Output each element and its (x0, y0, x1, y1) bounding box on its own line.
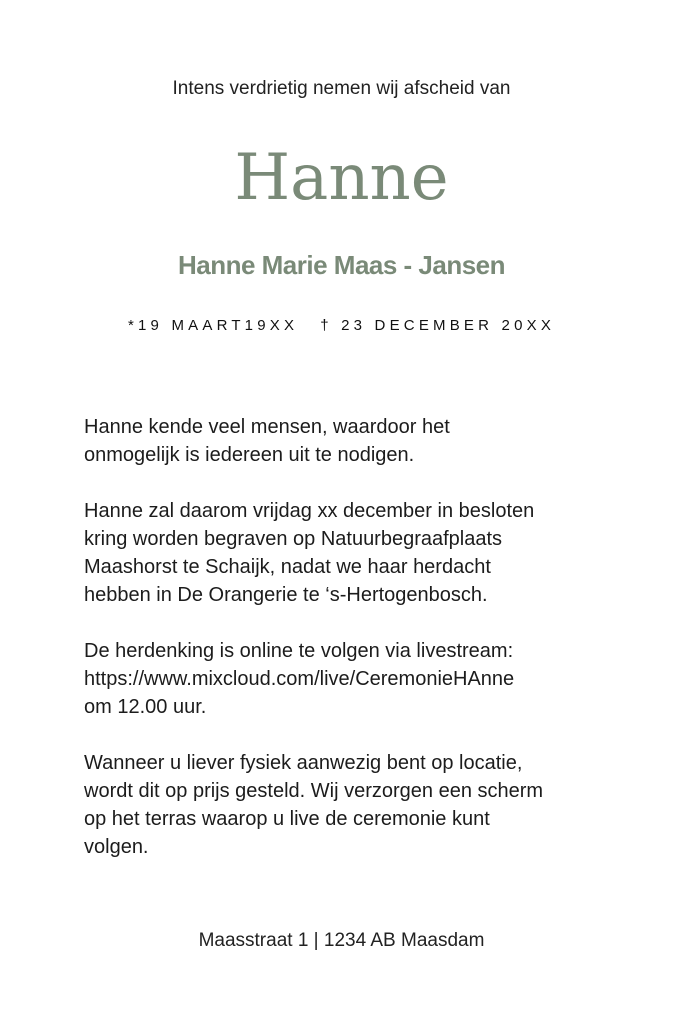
paragraph-burial (84, 497, 624, 609)
announcement-body (84, 413, 624, 889)
paragraph-attendance (84, 749, 624, 861)
paragraph-line: om 12.00 uur. (84, 696, 207, 718)
paragraph-line: Wanneer u liever fysiek aanwezig bent op locatie, (84, 752, 523, 774)
paragraph-line: hebben in De Orangerie te ‘s-Hertogenbosch. (84, 584, 488, 606)
paragraph-line: onmogelijk is iedereen uit te nodigen. (84, 444, 415, 466)
paragraph-line: Hanne zal daarom vrijdag xx december in besloten (84, 500, 535, 522)
paragraph-line: Maashorst te Schaijk, nadat we haar herdacht (84, 556, 491, 578)
paragraph-line: volgen. (84, 836, 149, 858)
paragraph-invitation (84, 413, 624, 469)
first-name-heading: Hanne (234, 141, 449, 215)
address-footer: Maasstraat 1 | 1234 AB Maasdam (198, 930, 485, 951)
paragraph-livestream (84, 637, 624, 721)
paragraph-line: wordt dit op prijs gesteld. Wij verzorgen een scherm (84, 780, 544, 802)
paragraph-line: kring worden begraven op Natuurbegraafplaats (84, 528, 503, 550)
birth-date: *19 MAART19XX (127, 317, 299, 334)
full-name: Hanne Marie Maas - Jansen (177, 250, 506, 280)
paragraph-line: De herdenking is online te volgen via livestream: (84, 640, 514, 662)
paragraph-line: Hanne kende veel mensen, waardoor het (84, 416, 450, 438)
paragraph-line: op het terras waarop u live de ceremonie kunt (84, 808, 490, 830)
dates-line (0, 315, 683, 337)
livestream-link: https://www.mixcloud.com/live/CeremonieHAnne (84, 668, 515, 690)
intro-text: Intens verdrietig nemen wij afscheid van (172, 78, 511, 99)
death-date: † 23 DECEMBER 20XX (320, 317, 556, 334)
